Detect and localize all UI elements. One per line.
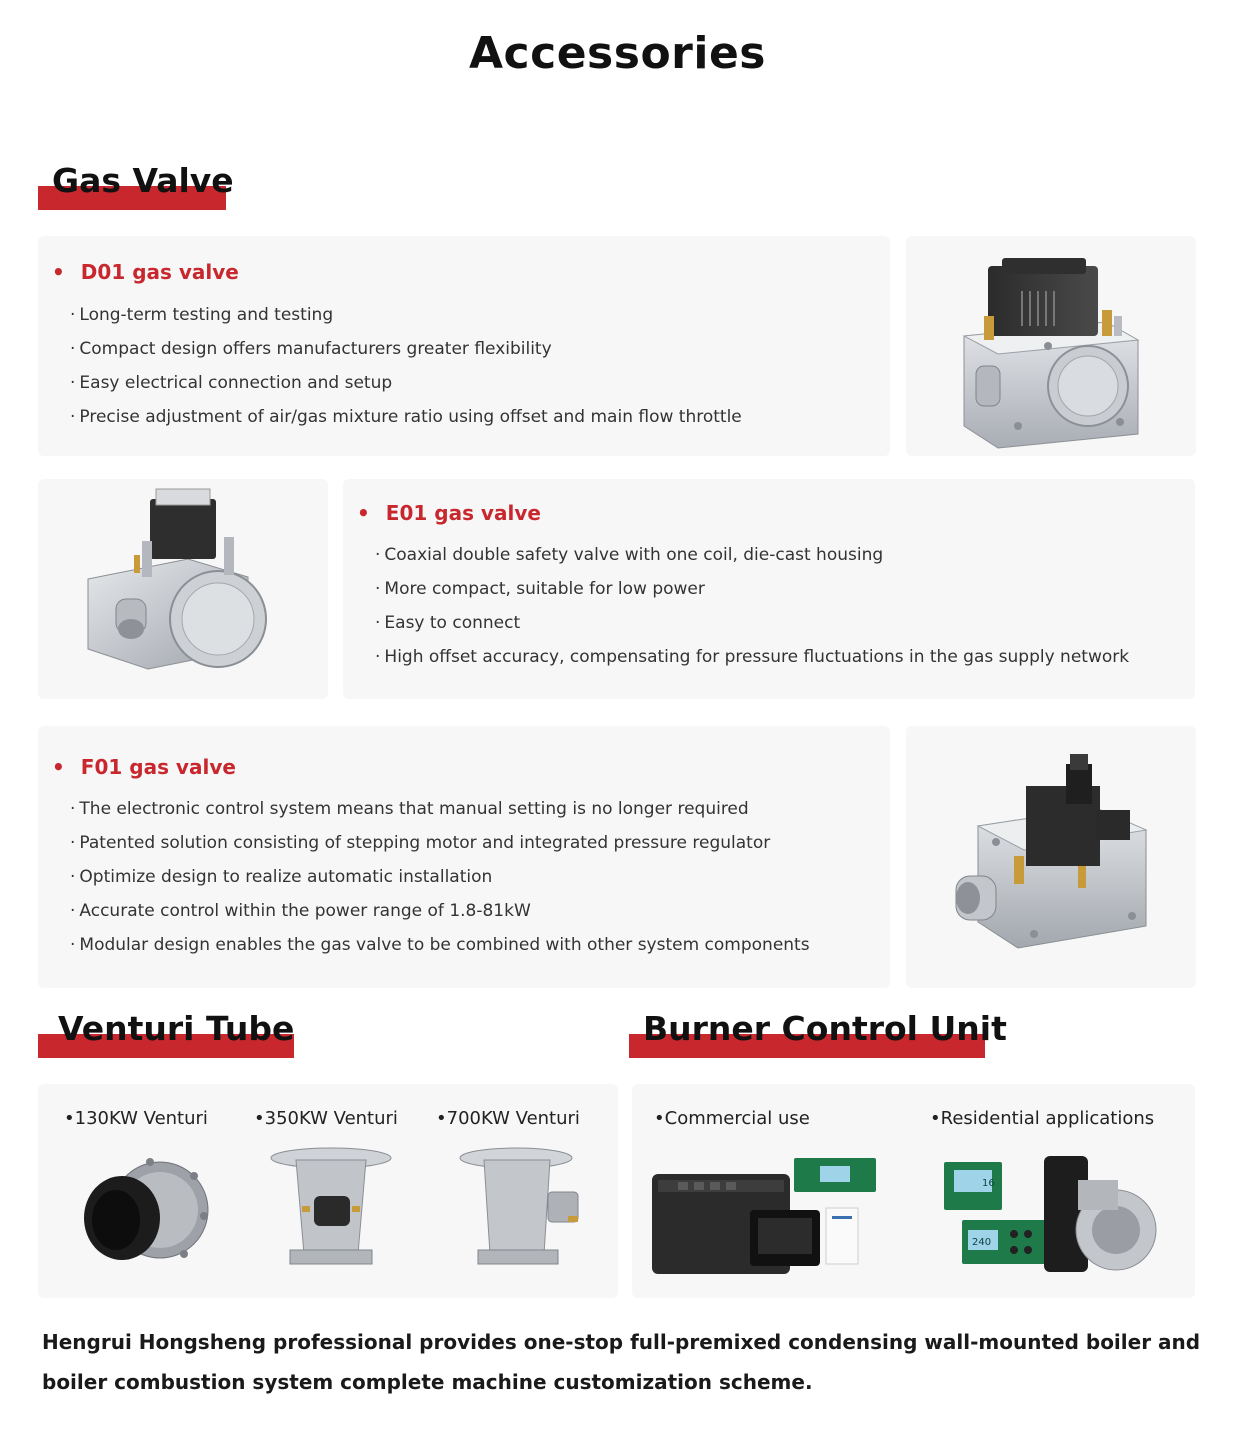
feature-marker-icon: · [375,545,381,565]
product-image-card-e01 [38,479,328,699]
feature-item: · Easy to connect [375,613,521,633]
feature-item: · Accurate control within the power range of 1.8-81kW [70,901,531,921]
bullet-icon: • [52,260,65,284]
bullet-icon: • [357,501,370,525]
feature-list [375,538,1129,674]
feature-marker-icon: · [70,799,76,819]
bullet-icon: • [254,1108,265,1129]
bullet-icon: • [654,1108,665,1129]
section-heading-gas-valve [38,160,234,210]
feature-list [70,792,810,962]
feature-marker-icon: · [375,579,381,599]
feature-item: · The electronic control system means that manual setting is no longer required [70,799,749,819]
bullet-icon: • [64,1108,75,1129]
feature-item: · Patented solution consisting of stepping motor and integrated pressure regulator [70,833,771,853]
feature-marker-icon: · [70,305,76,325]
feature-marker-icon: · [70,407,76,427]
burner-label: •Residential applications [930,1108,1155,1129]
feature-marker-icon: · [375,613,381,633]
page-title: Accessories [469,28,766,79]
product-card-f01 [38,726,890,988]
venturi-label: •130KW Venturi [64,1108,208,1129]
section-heading-burner [629,1008,1007,1058]
feature-item: · Easy electrical connection and setup [70,373,393,393]
feature-marker-icon: · [70,901,76,921]
product-title-text: D01 gas valve [80,260,239,284]
commercial-controller-image [648,1154,880,1278]
burner-label: •Commercial use [654,1108,810,1129]
venturi-130kw-image [74,1146,214,1276]
gas-valve-f01-image [906,726,1196,988]
display-reading-a: 16 [982,1178,995,1189]
product-title [357,501,541,525]
feature-item: · High offset accuracy, compensating for pressure fluctuations in the gas supply network [375,647,1130,667]
venturi-350kw-image [266,1146,396,1276]
feature-item: · Coaxial double safety valve with one coil, die-cast housing [375,545,884,565]
feature-marker-icon: · [70,373,76,393]
display-reading-b: 240 [972,1237,992,1248]
venturi-label: •700KW Venturi [436,1108,580,1129]
feature-item: · More compact, suitable for low power [375,579,705,599]
feature-marker-icon: · [70,339,76,359]
feature-item: · Precise adjustment of air/gas mixture ratio using offset and main flow throttle [70,407,742,427]
gas-valve-d01-image [906,236,1196,456]
feature-marker-icon: · [70,935,76,955]
feature-item: · Optimize design to realize automatic installation [70,867,493,887]
feature-marker-icon: · [70,867,76,887]
venturi-label: •350KW Venturi [254,1108,398,1129]
residential-controller-image [938,1150,1168,1280]
bullet-icon: • [52,755,65,779]
product-image-card-d01 [906,236,1196,456]
section-heading-venturi [38,1008,294,1058]
bullet-icon: • [930,1108,941,1129]
gas-valve-e01-image [38,479,328,699]
section-heading-text: Burner Control Unit [643,1009,1007,1048]
bullet-icon: • [436,1108,447,1129]
feature-list [70,298,742,434]
product-title [52,260,239,284]
section-heading-text: Venturi Tube [58,1009,295,1048]
section-heading-text: Gas Valve [52,161,234,200]
venturi-700kw-image [456,1146,586,1276]
product-title-text: F01 gas valve [80,755,236,779]
product-title-text: E01 gas valve [385,501,541,525]
feature-item: · Modular design enables the gas valve to be combined with other system components [70,935,810,955]
venturi-card [38,1084,618,1298]
burner-card [632,1084,1195,1298]
footer-statement: Hengrui Hongsheng professional provides one-stop full-premixed condensing wall-mounted boiler and boiler combustion system complete machine customization scheme. [42,1330,1201,1394]
product-title [52,755,236,779]
feature-marker-icon: · [375,647,381,667]
product-image-card-f01 [906,726,1196,988]
product-card-d01 [38,236,890,456]
product-card-e01 [343,479,1195,699]
feature-item: · Long-term testing and testing [70,305,334,325]
feature-item: · Compact design offers manufacturers greater flexibility [70,339,552,359]
feature-marker-icon: · [70,833,76,853]
